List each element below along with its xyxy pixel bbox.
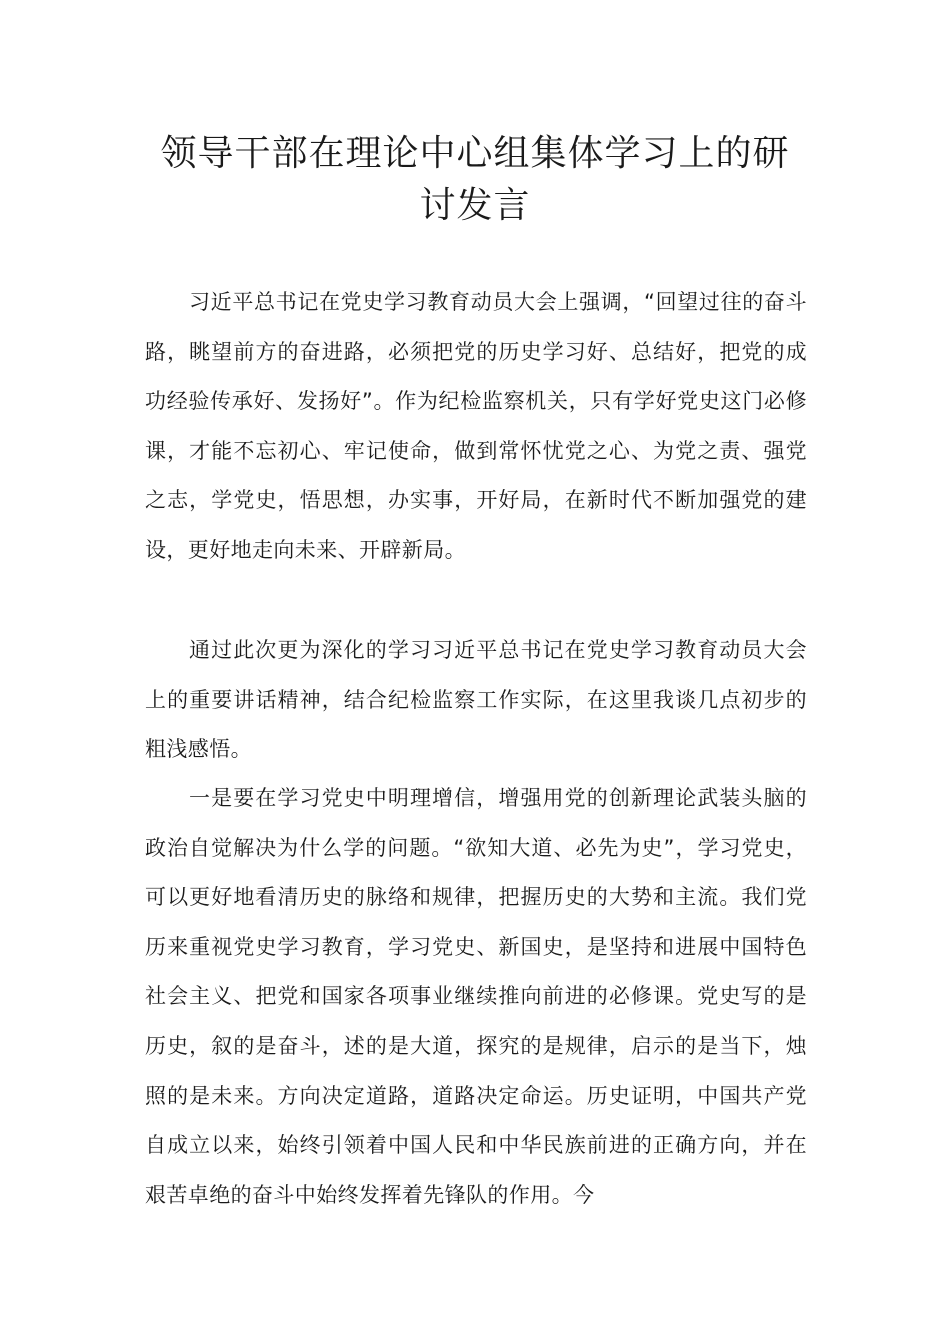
document-title <box>120 128 830 232</box>
paragraph-study: 通过此次更为深化的学习习近平总书记在党史学习教育动员大会上的重要讲话精神，结合纪检监察工作实际，在这里我谈几点初步的粗浅感悟。 <box>145 638 807 762</box>
paragraph-intro: 习近平总书记在党史学习教育动员大会上强调，“回望过往的奋斗路，眺望前方的奋进路，必须把党的历史学习好、总结好，把党的成功经验传承好、发扬好”。作为纪检监察机关，只有学好党史这门必修课，才能不忘初心、牢记使命，做到常怀忧党之心、为党之责、强党之志，学党史，悟思想，办实事，开好局，在新时代不断加强党的建设，更好地走向未来、开辟新局。 <box>145 290 807 562</box>
title-line-1: 领导干部在理论中心组集体学习上的研 <box>160 133 790 174</box>
title-line-2: 讨发言 <box>419 185 531 226</box>
paragraph-point-one: 一是要在学习党史中明理增信，增强用党的创新理论武装头脑的政治自觉解决为什么学的问题。“欲知大道、必先为史”，学习党史，可以更好地看清历史的脉络和规律，把握历史的大势和主流。我们党历来重视党史学习教育，学习党史、新国史，是坚持和进展中国特色社会主义、把党和国家各项事业继续推向前进的必修课。党史写的是历史，叙的是奋斗，述的是大道，探究的是规律，启示的是当下，烛照的是未来。方向决定道路，道路决定命运。历史证明，中国共产党自成立以来，始终引领着中国人民和中华民族前进的正确方向，并在艰苦卓绝的奋斗中始终发挥着先锋队的作用。今 <box>145 786 807 1207</box>
